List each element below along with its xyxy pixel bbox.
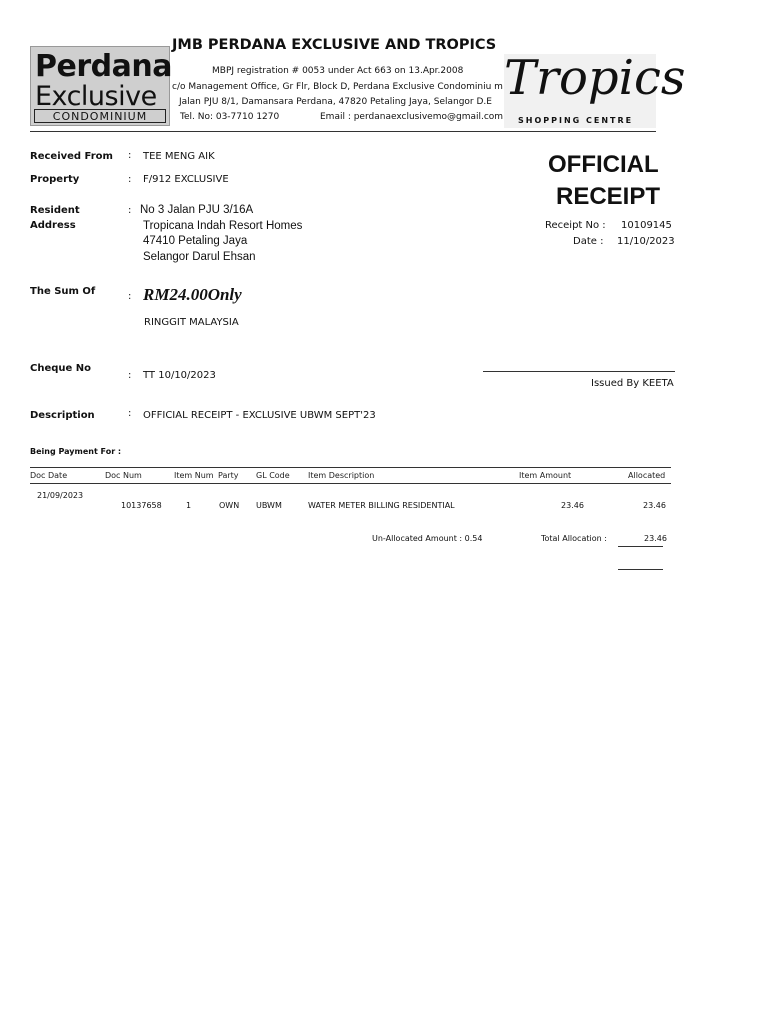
- property-label: Property: [30, 174, 80, 185]
- table-header-rule: [30, 483, 671, 484]
- cheque-label: Cheque No: [30, 363, 92, 374]
- colon: :: [128, 370, 132, 381]
- tropics-logo: [504, 50, 686, 128]
- issued-by: Issued By KEETA: [591, 378, 674, 389]
- colon: :: [128, 291, 132, 302]
- col-item-description: Item Description: [308, 471, 375, 480]
- description-label: Description: [30, 410, 95, 421]
- colon: :: [128, 150, 132, 161]
- logo-left-line2: Exclusive: [35, 81, 157, 112]
- receipt-date-value: 11/10/2023: [617, 236, 675, 247]
- registration-text: MBPJ registration # 0053 under Act 663 on 13.Apr.2008: [212, 66, 464, 76]
- total-allocation-label: Total Allocation :: [541, 534, 607, 543]
- address-label: Address: [30, 220, 76, 231]
- unallocated-amount: Un-Allocated Amount : 0.54: [372, 534, 483, 543]
- cell-doc-date: 21/09/2023: [37, 491, 84, 500]
- signature-line: [483, 371, 675, 372]
- colon: :: [128, 174, 132, 185]
- cell-item-amount: 23.46: [561, 501, 584, 510]
- address-line: No 3 Jalan PJU 3/16A: [140, 204, 254, 216]
- cell-gl-code: UBWM: [256, 501, 282, 510]
- payment-heading: Being Payment For :: [30, 447, 122, 456]
- resident-address: [140, 203, 302, 265]
- receipt-title-line1: OFFICIAL: [548, 151, 659, 178]
- receipt-date-label: Date :: [573, 236, 604, 247]
- office-address-line2: Jalan PJU 8/1, Damansara Perdana, 47820 Petaling Jaya, Selangor D.E: [179, 97, 492, 107]
- tel-number: Tel. No: 03-7710 1270: [180, 112, 280, 122]
- address-line: Tropicana Indah Resort Homes: [143, 219, 303, 232]
- cell-item-num: 1: [186, 501, 192, 510]
- office-address-line1: c/o Management Office, Gr Flr, Block D, Perdana Exclusive Condominiu m: [172, 82, 503, 92]
- header-divider: [30, 131, 656, 132]
- col-doc-date: Doc Date: [30, 471, 68, 480]
- sum-label: The Sum Of: [30, 286, 96, 297]
- col-allocated: Allocated: [628, 471, 666, 480]
- received-from-label: Received From: [30, 151, 113, 162]
- logo-right-line1: Tropics: [504, 50, 686, 106]
- col-gl-code: GL Code: [256, 471, 290, 480]
- receipt-title-line2: RECEIPT: [556, 183, 661, 210]
- org-title: JMB PERDANA EXCLUSIVE AND TROPICS: [172, 37, 497, 53]
- sum-currency-words: RINGGIT MALAYSIA: [144, 317, 239, 328]
- property-value: F/912 EXCLUSIVE: [143, 174, 229, 185]
- cell-doc-num: 10137658: [121, 501, 162, 510]
- cheque-value: TT 10/10/2023: [143, 370, 216, 381]
- col-item-amount: Item Amount: [519, 471, 572, 480]
- description-value: OFFICIAL RECEIPT - EXCLUSIVE UBWM SEPT'23: [143, 410, 376, 421]
- cell-item-description: WATER METER BILLING RESIDENTIAL: [308, 501, 455, 510]
- total-underline: [618, 546, 663, 547]
- colon: :: [128, 205, 132, 216]
- col-doc-num: Doc Num: [105, 471, 142, 480]
- cell-allocated: 23.46: [643, 501, 666, 510]
- col-item-num: Item Num: [174, 471, 214, 480]
- address-line: Selangor Darul Ehsan: [143, 250, 256, 263]
- total-allocation-value: 23.46: [644, 534, 667, 543]
- total-double-underline: [618, 569, 663, 570]
- col-party: Party: [218, 471, 239, 480]
- receipt-no-value: 10109145: [621, 220, 672, 231]
- table-top-rule: [30, 467, 671, 468]
- email-address: Email : perdanaexclusivemo@gmail.com: [320, 112, 504, 122]
- sum-amount: RM24.00Only: [143, 285, 242, 304]
- perdana-exclusive-logo: [30, 46, 170, 126]
- receipt-no-label: Receipt No :: [545, 220, 606, 231]
- cell-party: OWN: [219, 501, 240, 510]
- logo-left-line1: Perdana: [35, 49, 172, 84]
- received-from-value: TEE MENG AIK: [143, 151, 215, 162]
- colon: :: [128, 408, 132, 419]
- logo-right-line2: SHOPPING CENTRE: [518, 116, 634, 125]
- logo-left-line3: CONDOMINIUM: [34, 109, 166, 123]
- resident-label: Resident: [30, 205, 80, 216]
- address-line: 47410 Petaling Jaya: [143, 235, 248, 247]
